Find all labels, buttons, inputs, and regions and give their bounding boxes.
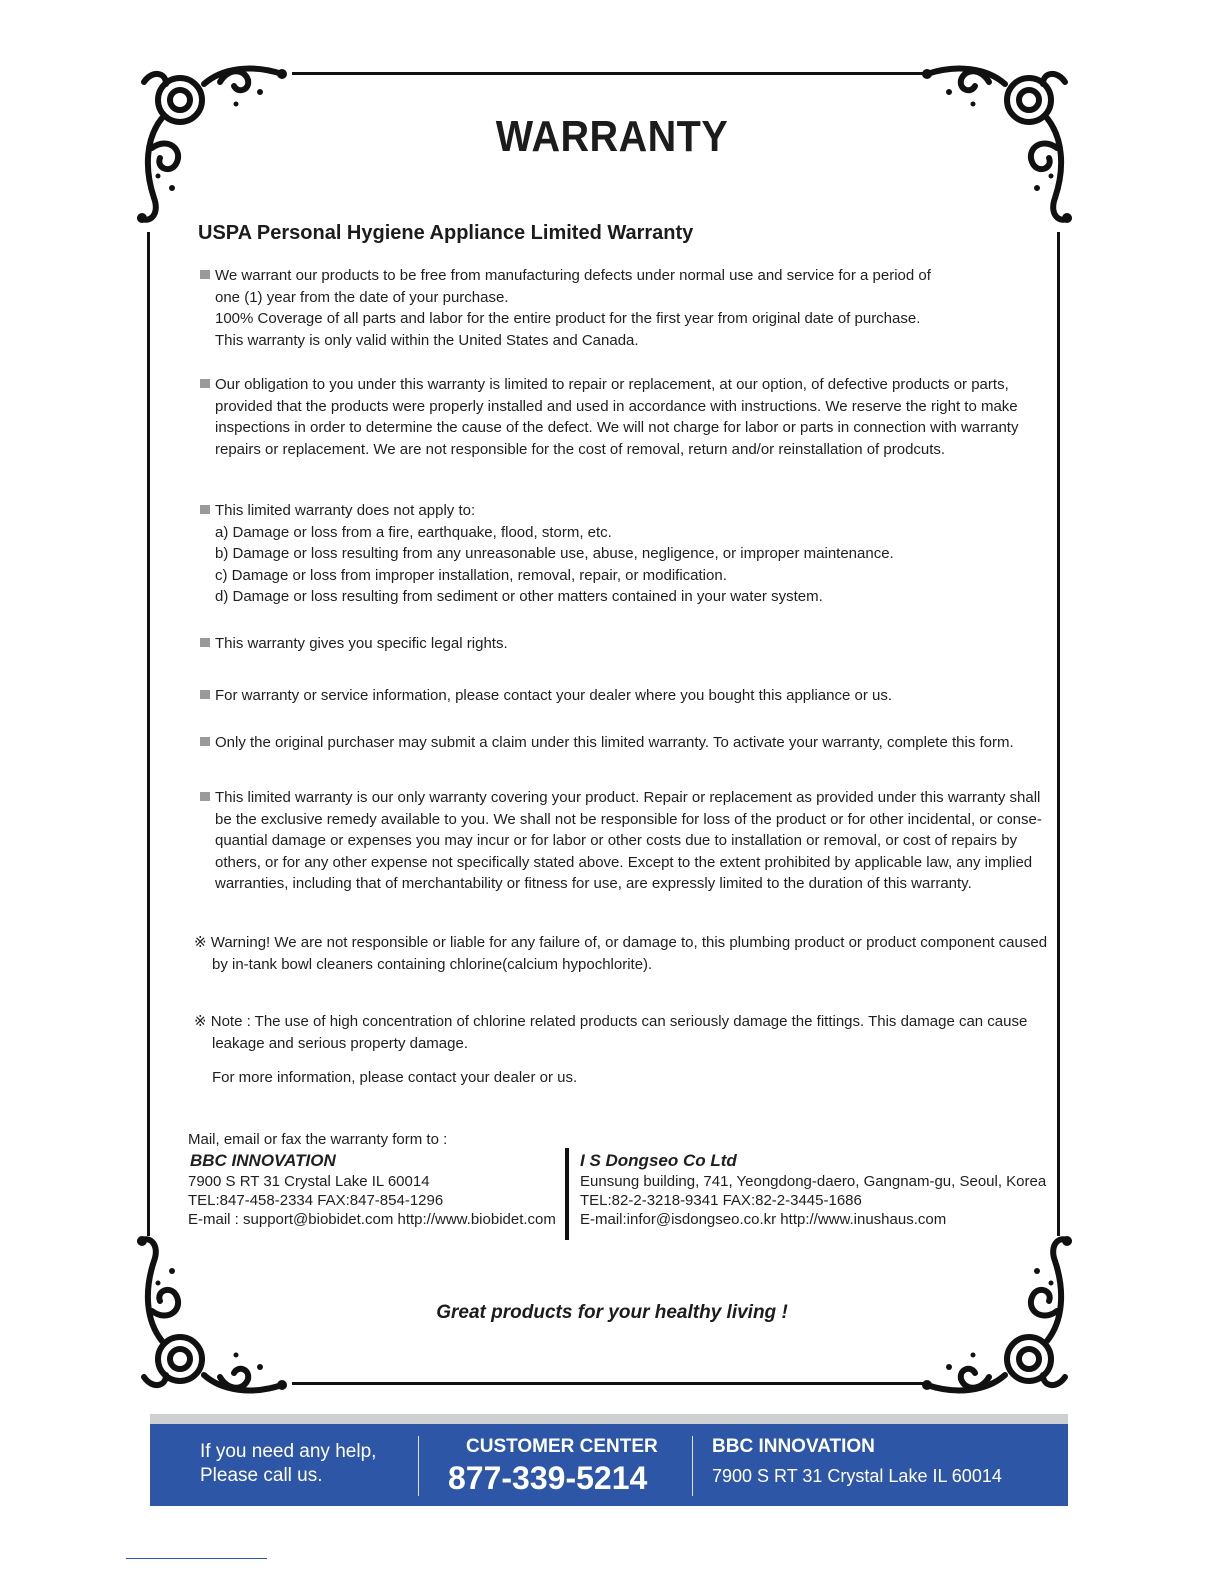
section-line: Only the original purchaser may submit a claim under this limited warranty. To activate your warranty, complete this form. xyxy=(215,734,1014,751)
contact-divider xyxy=(565,1148,569,1240)
contact-intro: Mail, email or fax the warranty form to : xyxy=(188,1131,448,1148)
customer-center-phone[interactable]: 877-339-5214 xyxy=(448,1460,648,1496)
section-line: This warranty is only valid within the United States and Canada. xyxy=(215,331,639,349)
footer-divider xyxy=(692,1436,693,1496)
section-line: b) Damage or loss resulting from any unreasonable use, abuse, negligence, or improper maintenance. xyxy=(215,545,894,562)
bullet-square-icon xyxy=(200,690,210,699)
frame-right-line xyxy=(1057,232,1060,1236)
bullet-square-icon xyxy=(200,270,210,279)
help-line: Please call us. xyxy=(200,1465,323,1486)
company-name: BBC INNOVATION xyxy=(190,1151,336,1170)
company-address: 7900 S RT 31 Crystal Lake IL 60014 xyxy=(188,1173,430,1190)
section-line: warranties, including that of merchantability or fitness for use, are expressly limited to the duration of this warranty. xyxy=(215,875,972,892)
warranty-period-section xyxy=(198,265,1018,351)
section-line: one (1) year from the date of your purchase. xyxy=(215,288,509,306)
footer-top-strip xyxy=(150,1414,1068,1424)
company-phone: TEL:82-2-3218-9341 FAX:82-2-3445-1686 xyxy=(580,1192,862,1209)
company-email[interactable]: E-mail:infor@isdongseo.co.kr http://www.inushaus.com xyxy=(580,1211,947,1228)
warning-note xyxy=(194,932,1048,975)
exclusions-section xyxy=(198,500,1018,608)
claim-section xyxy=(198,732,1018,754)
legal-rights-section xyxy=(198,633,1018,655)
contact-left xyxy=(188,1150,556,1229)
bullet-square-icon xyxy=(200,505,210,514)
note-line: ※ Note : The use of high concentration of chlorine related products can seriously damage the fittings. This damage can cause xyxy=(194,1013,1028,1030)
company-email[interactable]: E-mail : support@biobidet.com http://www.biobidet.com xyxy=(188,1211,556,1228)
warranty-subtitle: USPA Personal Hygiene Appliance Limited Warranty xyxy=(198,222,694,244)
bullet-square-icon xyxy=(200,737,210,746)
page-link-underline xyxy=(126,1558,267,1559)
bullet-square-icon xyxy=(200,638,210,647)
warning-line: by in-tank bowl cleaners containing chlorine(calcium hypochlorite). xyxy=(212,955,653,973)
frame-top-line xyxy=(292,72,926,75)
warning-line: ※ Warning! We are not responsible or liable for any failure of, or damage to, this plumbing product or product component caused xyxy=(194,934,1048,951)
section-line: This limited warranty is our only warranty covering your product. Repair or replacement as provided under this warranty shall xyxy=(215,789,1041,806)
frame-left-line xyxy=(147,232,150,1236)
chlorine-note xyxy=(194,1011,1028,1089)
section-line: a) Damage or loss from a fire, earthquake, flood, storm, etc. xyxy=(215,523,612,541)
page-title: WARRANTY xyxy=(495,112,729,161)
section-line: c) Damage or loss from improper installation, removal, repair, or modification. xyxy=(215,566,727,584)
service-info-section xyxy=(198,685,1018,707)
section-line: This limited warranty does not apply to: xyxy=(215,502,476,519)
help-line: If you need any help, xyxy=(200,1441,377,1462)
section-line: For warranty or service information, please contact your dealer where you bought this appliance or us. xyxy=(215,687,893,704)
section-line: inspections in order to determine the cause of the defect. We will not charge for labor or parts in connection with warranty xyxy=(215,419,1019,436)
obligation-section xyxy=(198,374,1018,460)
customer-center-label: CUSTOMER CENTER xyxy=(466,1436,658,1457)
section-line: d) Damage or loss resulting from sediment or other matters contained in your water system. xyxy=(215,588,823,605)
bullet-square-icon xyxy=(200,792,210,801)
section-line: repairs or replacement. We are not responsible for the cost of removal, return and/or reinstallation of prodcuts. xyxy=(215,440,946,458)
section-line: be the exclusive remedy available to you. We shall not be responsible for loss of the product or for other incidental, or conse- xyxy=(215,810,1042,828)
customer-center-footer xyxy=(150,1424,1068,1506)
section-line: 100% Coverage of all parts and labor for the entire product for the first year from original date of purchase. xyxy=(215,310,921,327)
company-name: I S Dongseo Co Ltd xyxy=(580,1151,737,1170)
section-line: quantial damage or expenses you may incur or for labor or other costs due to installation or removal, or cost of repairs by xyxy=(215,832,1018,849)
footer-company-address: 7900 S RT 31 Crystal Lake IL 60014 xyxy=(712,1466,1002,1486)
contact-right xyxy=(580,1150,1046,1229)
section-line: provided that the products were properly installed and used in accordance with instructions. We reserve the right to make xyxy=(215,397,1018,415)
note-line: leakage and serious property damage. xyxy=(212,1034,468,1052)
section-line: others, or for any other expense not specifically stated above. Except to the extent prohibited by applicable law, any implied xyxy=(215,853,1033,871)
help-text xyxy=(200,1440,376,1488)
section-line: Our obligation to you under this warranty is limited to repair or replacement, at our option, of defective products or parts, xyxy=(215,376,1009,393)
frame-bottom-line xyxy=(292,1382,926,1385)
note-line: For more information, please contact your dealer or us. xyxy=(212,1069,578,1086)
company-address: Eunsung building, 741, Yeongdong-daero, Gangnam-gu, Seoul, Korea xyxy=(580,1173,1047,1190)
exclusive-remedy-section xyxy=(198,787,1042,895)
section-line: This warranty gives you specific legal rights. xyxy=(215,635,508,652)
company-phone: TEL:847-458-2334 FAX:847-854-1296 xyxy=(188,1192,444,1209)
section-line: We warrant our products to be free from manufacturing defects under normal use and service for a period of xyxy=(215,267,931,284)
bullet-square-icon xyxy=(200,379,210,388)
slogan: Great products for your healthy living ! xyxy=(436,1302,788,1323)
footer-company-name: BBC INNOVATION xyxy=(712,1436,875,1457)
